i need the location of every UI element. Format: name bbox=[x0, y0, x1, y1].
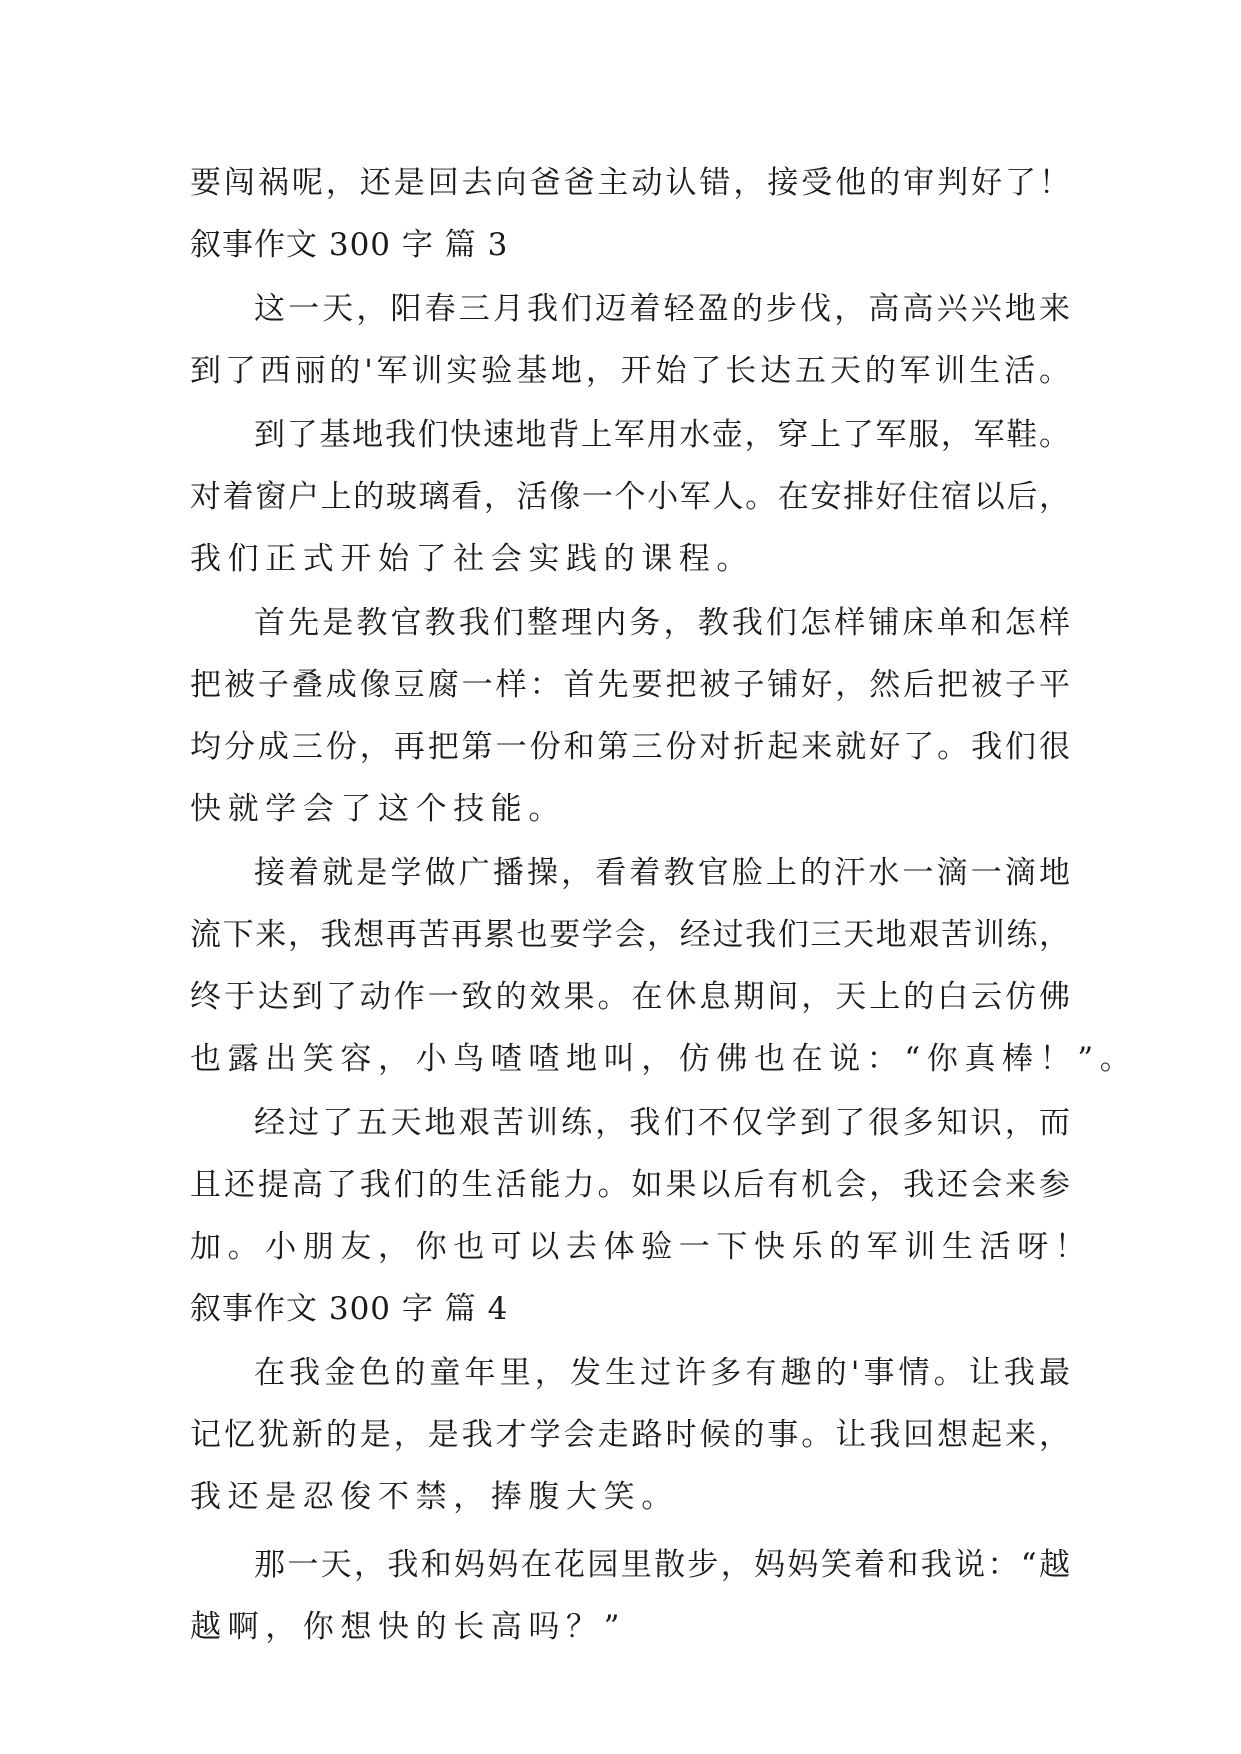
text-line: 流下来，我想再苦再累也要学会，经过我们三天地艰苦训练， bbox=[190, 917, 1070, 953]
paragraph-first-line: 这一天，阳春三月我们迈着轻盈的步伐，高高兴兴地来 bbox=[254, 291, 1070, 327]
text-line: 加。小朋友，你也可以去体验一下快乐的军训生活呀！ bbox=[190, 1229, 1093, 1265]
document-body bbox=[190, 152, 1138, 1658]
paragraph-first-line: 那一天，我和妈妈在花园里散步，妈妈笑着和我说：“越 bbox=[254, 1547, 1070, 1583]
text-line: 对着窗户上的玻璃看，活像一个小军人。在安排好住宿以后， bbox=[190, 479, 1070, 515]
text-line: 快就学会了这个技能。 bbox=[190, 791, 566, 827]
paragraph-first-line: 首先是教官教我们整理内务，教我们怎样铺床单和怎样 bbox=[254, 605, 1070, 641]
text-line: 终于达到了动作一致的效果。在休息期间，天上的白云仿佛 bbox=[190, 979, 1070, 1015]
paragraph-first-line: 到了基地我们快速地背上军用水壶，穿上了军服，军鞋。 bbox=[254, 417, 1070, 453]
text-line: 记忆犹新的是，是我才学会走路时候的事。让我回想起来， bbox=[190, 1417, 1070, 1453]
text-line: 且还提高了我们的生活能力。如果以后有机会，我还会来参 bbox=[190, 1167, 1070, 1203]
section-heading: 叙事作文 300 字 篇 3 bbox=[190, 227, 509, 263]
text-line: 到了西丽的'军训实验基地，开始了长达五天的军训生活。 bbox=[190, 353, 1070, 389]
text-line: 我还是忍俊不禁，捧腹大笑。 bbox=[190, 1479, 679, 1515]
text-line: 越啊，你想快的长高吗？” bbox=[190, 1609, 627, 1645]
text-line: 我们正式开始了社会实践的课程。 bbox=[190, 541, 754, 577]
section-heading: 叙事作文 300 字 篇 4 bbox=[190, 1291, 509, 1327]
paragraph-first-line: 经过了五天地艰苦训练，我们不仅学到了很多知识，而 bbox=[254, 1105, 1070, 1141]
text-line: 均分成三份，再把第一份和第三份对折起来就好了。我们很 bbox=[190, 729, 1070, 765]
text-line: 要闯祸呢，还是回去向爸爸主动认错，接受他的审判好了！ bbox=[190, 165, 1070, 201]
paragraph-first-line: 在我金色的童年里，发生过许多有趣的'事情。让我最 bbox=[254, 1355, 1070, 1391]
text-line: 也露出笑容，小鸟喳喳地叫，仿佛也在说：“你真棒！”。 bbox=[190, 1041, 1138, 1077]
text-line: 把被子叠成像豆腐一样：首先要把被子铺好，然后把被子平 bbox=[190, 667, 1070, 703]
paragraph-first-line: 接着就是学做广播操，看着教官脸上的汗水一滴一滴地 bbox=[254, 855, 1070, 891]
